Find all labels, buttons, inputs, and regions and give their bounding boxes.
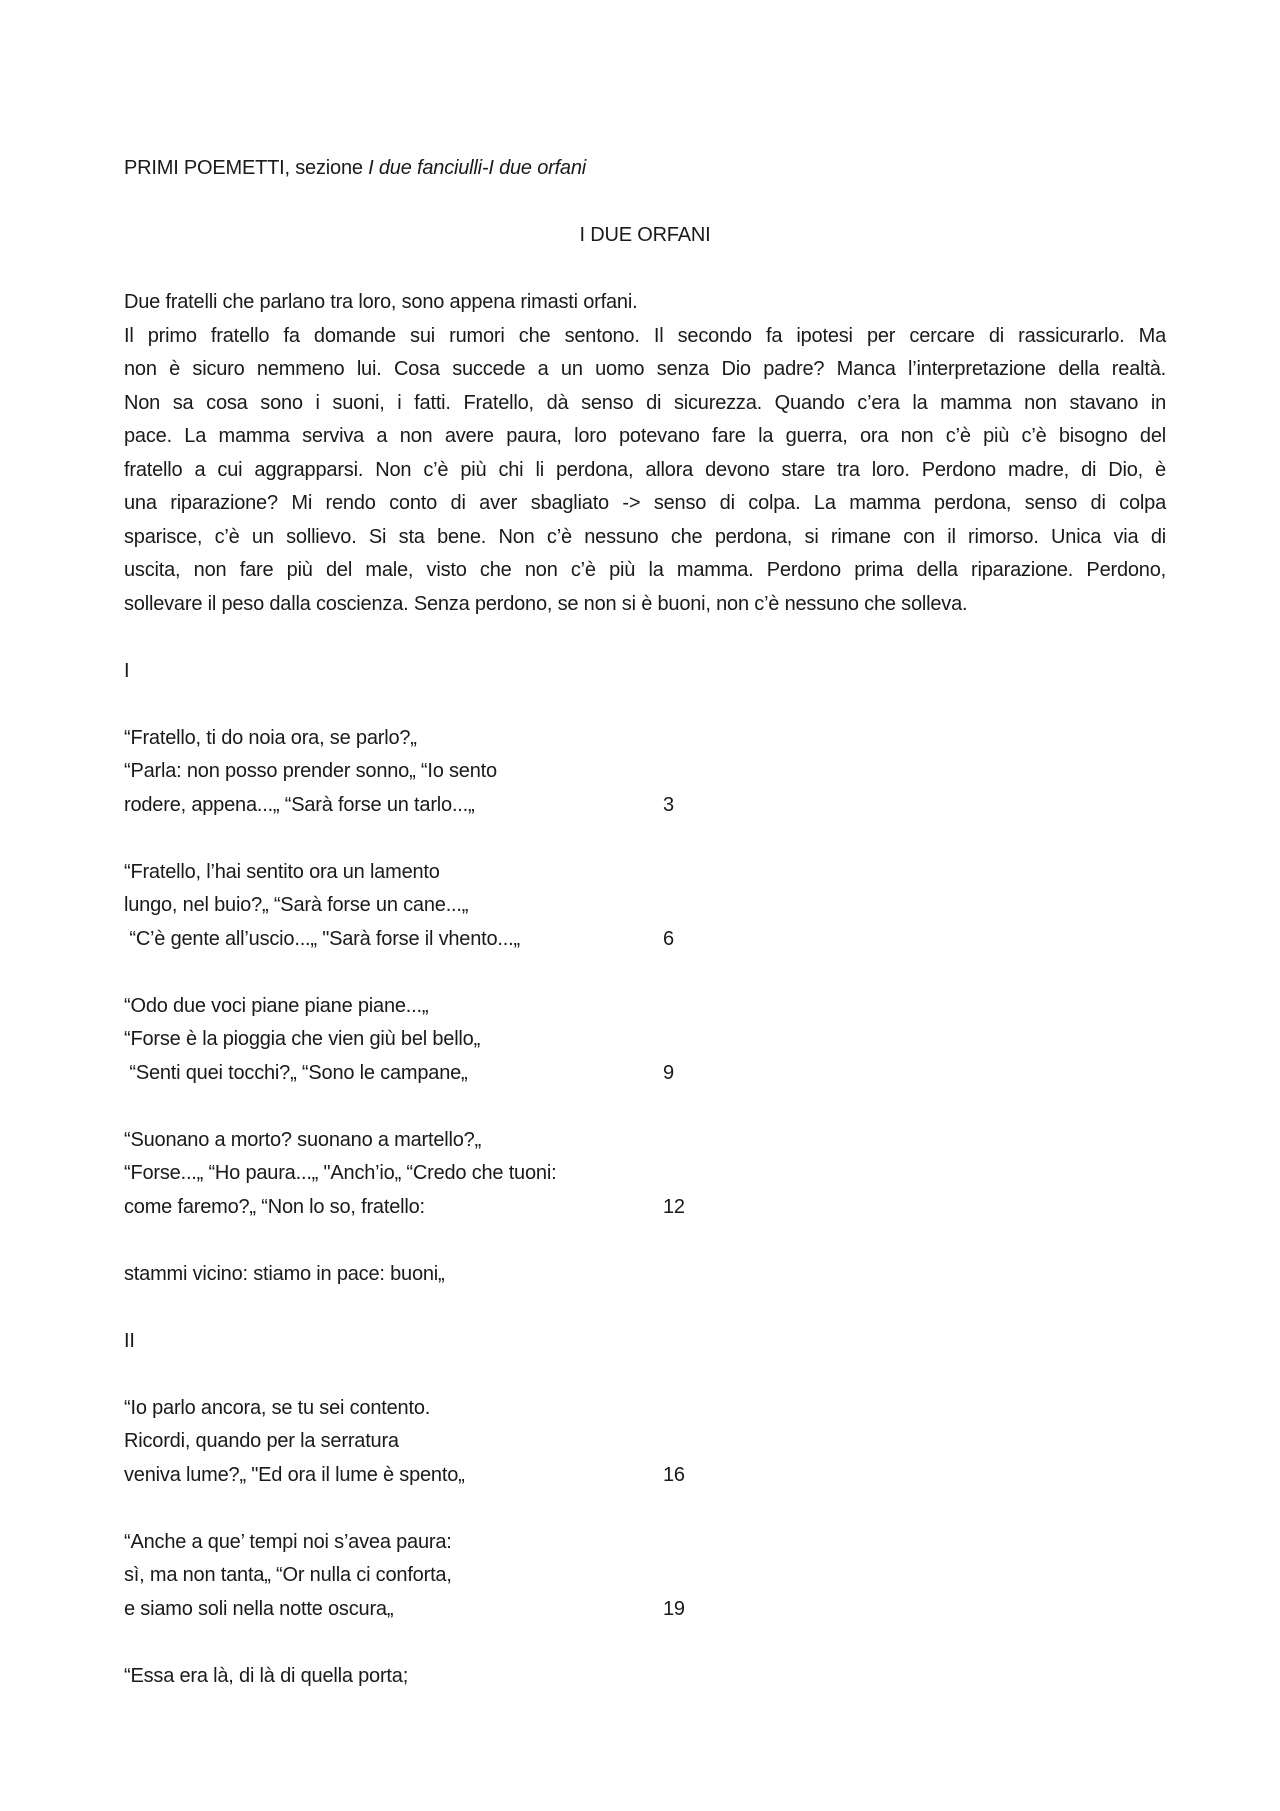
verse-line [124, 1660, 1166, 1694]
verse-text: “Fratello, ti do noia ora, se parlo?„ [124, 726, 417, 749]
verse-line [124, 1023, 1166, 1057]
intro-paragraph [124, 286, 1166, 621]
verse-line [124, 1425, 1166, 1459]
verse-line [124, 1057, 1166, 1091]
intro-line: fratello a cui aggrapparsi. Non c’è più chi li perdona, allora devono stare tra loro. Perdono madre, di Dio, è [124, 458, 1166, 481]
verse-line [124, 1124, 1166, 1158]
verse-text: “Senti quei tocchi?„ “Sono le campane„ [124, 1061, 468, 1084]
verse-line [124, 1526, 1166, 1560]
verse-text: “Parla: non posso prender sonno„ “Io sento [124, 760, 497, 782]
verse-text: “Odo due voci piane piane piane...„ [124, 994, 429, 1017]
verse-text: “Essa era là, di là di quella porta; [124, 1664, 409, 1687]
intro-line: sparisce, c’è un sollievo. Si sta bene. Non c’è nessuno che perdona, si rimane con il rimorso. Unica via di [124, 525, 1166, 548]
intro-line: Il primo fratello fa domande sui rumori che sentono. Il secondo fa ipotesi per cercare di rassicurarlo. Ma [124, 324, 1166, 347]
verse-line [124, 1459, 1166, 1493]
verse-line [124, 1559, 1166, 1593]
intro-line: Due fratelli che parlano tra loro, sono appena rimasti orfani. [124, 291, 638, 313]
verse-line [124, 1392, 1166, 1426]
verse-text: e siamo soli nella notte oscura„ [124, 1597, 394, 1620]
verse-text: “Forse...„ “Ho paura...„ "Anch’io„ “Credo che tuoni: [124, 1162, 557, 1184]
verse-text: “Forse è la pioggia che vien giù bel bello„ [124, 1028, 481, 1050]
verse-text: “Anche a que’ tempi noi s’avea paura: [124, 1530, 452, 1553]
header-section-italic: I due fanciulli-I due orfani [368, 157, 587, 179]
section-numeral: I [124, 659, 130, 682]
intro-line: non è sicuro nemmeno lui. Cosa succede a un uomo senza Dio padre? Manca l’interpretazione della realtà. [124, 358, 1166, 380]
verse-number: 6 [663, 927, 674, 950]
verse-text: come faremo?„ “Non lo so, fratello: [124, 1195, 425, 1218]
verse-line [124, 990, 1166, 1024]
section-numeral: II [124, 1329, 135, 1352]
document-header [124, 152, 1166, 186]
verse-line [124, 789, 1166, 823]
verse-text: “Io parlo ancora, se tu sei contento. [124, 1396, 431, 1419]
verse-line [124, 889, 1166, 923]
intro-line: uscita, non fare più del male, visto che non c’è più la mamma. Perdono prima della riparazione. Perdono, [124, 559, 1166, 581]
poem-body [124, 621, 1166, 1693]
verse-text: sì, ma non tanta„ “Or nulla ci conforta, [124, 1564, 452, 1586]
document-page [124, 152, 1166, 1693]
verse-text: veniva lume?„ "Ed ora il lume è spento„ [124, 1463, 465, 1486]
verse-line [124, 1157, 1166, 1191]
header-prefix: PRIMI POEMETTI, sezione [124, 157, 369, 179]
verse-text: “Fratello, l’hai sentito ora un lamento [124, 860, 440, 883]
verse-text: “Suonano a morto? suonano a martello?„ [124, 1128, 482, 1151]
verse-number: 3 [663, 793, 674, 816]
intro-line: pace. La mamma serviva a non avere paura, loro potevano fare la guerra, ora non c’è più c’è bisogno del [124, 425, 1166, 447]
verse-line [124, 856, 1166, 890]
verse-line [124, 722, 1166, 756]
verse-line [124, 1593, 1166, 1627]
verse-text: “C’è gente all’uscio...„ "Sarà forse il vhento...„ [124, 927, 520, 950]
poem-title: I DUE ORFANI [579, 224, 711, 246]
verse-number: 19 [663, 1597, 685, 1620]
verse-line [124, 755, 1166, 789]
intro-line: una riparazione? Mi rendo conto di aver sbagliato -> senso di colpa. La mamma perdona, senso di colpa [124, 492, 1166, 514]
verse-number: 12 [663, 1195, 685, 1218]
verse-text: lungo, nel buio?„ “Sarà forse un cane...„ [124, 894, 469, 916]
intro-line: sollevare il peso dalla coscienza. Senza perdono, se non si è buoni, non c’è nessuno che solleva. [124, 592, 968, 615]
verse-text: rodere, appena...„ “Sarà forse un tarlo...„ [124, 793, 475, 816]
verse-number: 16 [663, 1463, 685, 1486]
verse-text: Ricordi, quando per la serratura [124, 1430, 399, 1452]
verse-number: 9 [663, 1061, 674, 1084]
intro-line: Non sa cosa sono i suoni, i fatti. Fratello, dà senso di sicurezza. Quando c’era la mamma non stavano in [124, 391, 1166, 414]
verse-text: stammi vicino: stiamo in pace: buoni„ [124, 1262, 445, 1285]
verse-line [124, 923, 1166, 957]
verse-line [124, 1191, 1166, 1225]
verse-line [124, 1258, 1166, 1292]
